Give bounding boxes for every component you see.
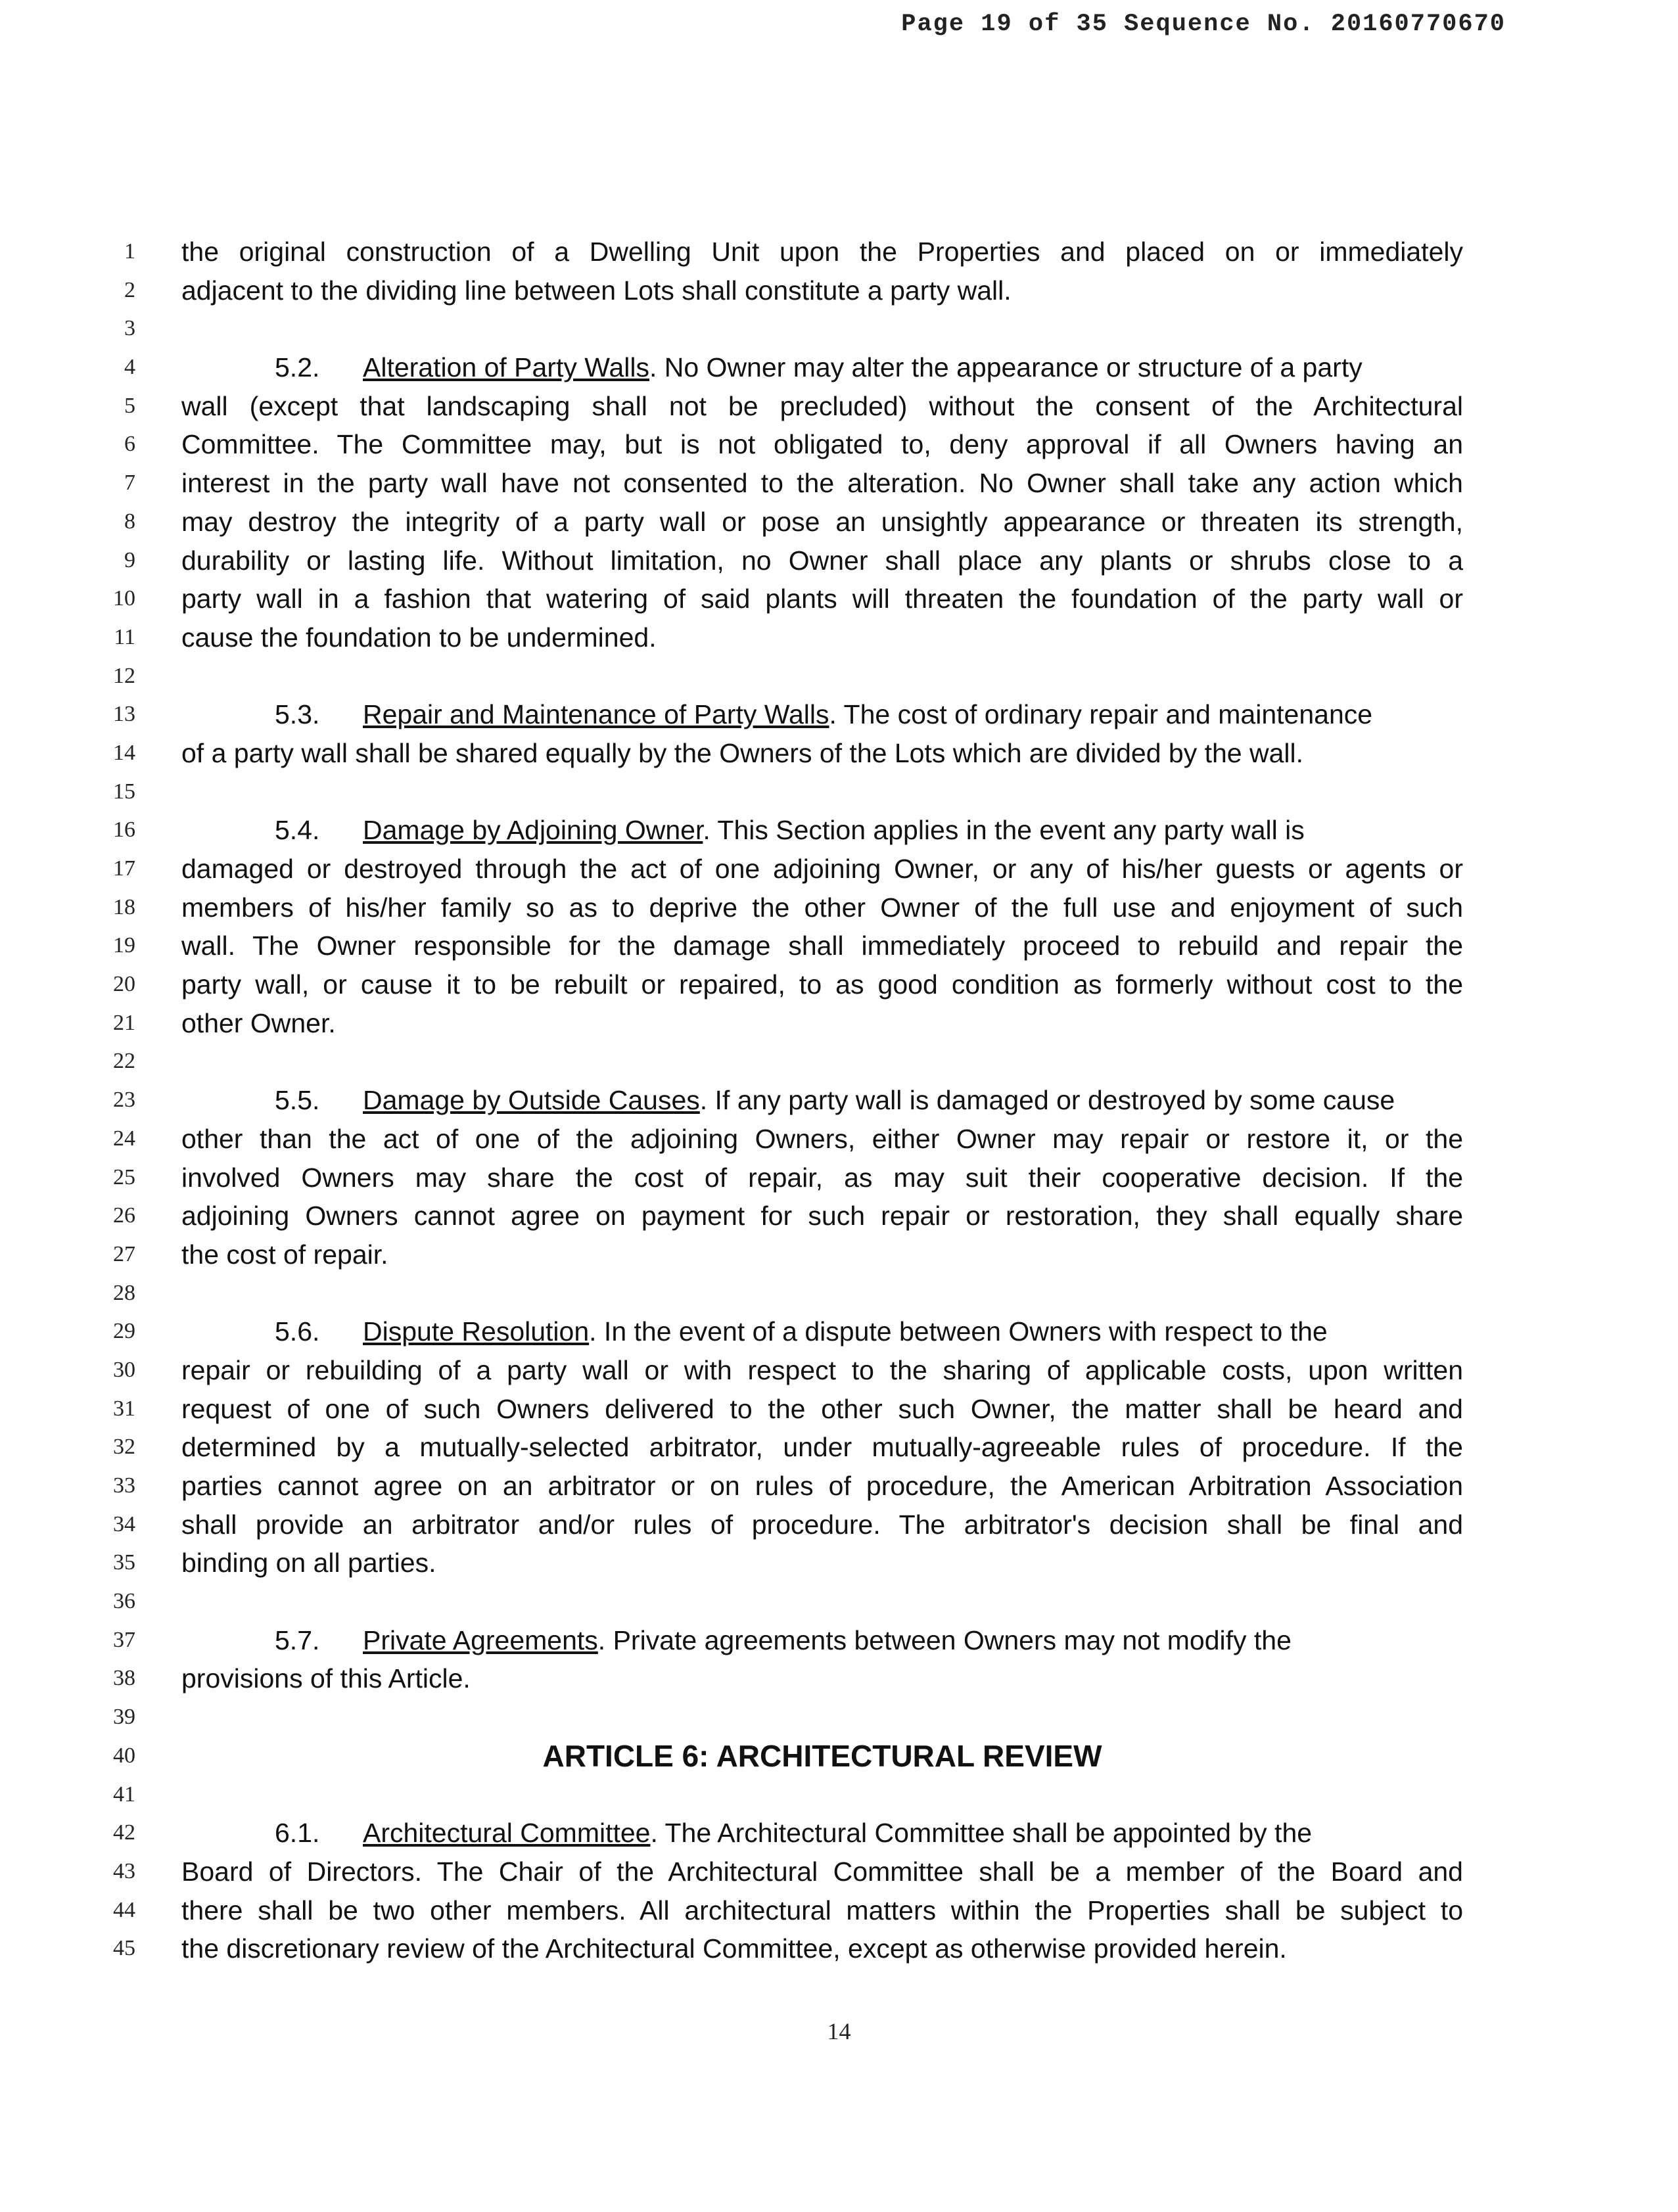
body-line: of a party wall shall be shared equally by the Owners of the Lots which are divided by the wall.: [181, 737, 1303, 768]
line-number: 6: [124, 432, 135, 457]
section-title: Damage by Adjoining Owner: [363, 815, 703, 846]
body-line: durability or lasting life. Without limitation, no Owner shall place any plants or shrubs close to a: [181, 545, 1463, 576]
line-number: 27: [113, 1241, 135, 1266]
section-title: Dispute Resolution: [363, 1316, 590, 1347]
section-first-line: . Private agreements between Owners may not modify the: [597, 1624, 1292, 1655]
line-number: 21: [113, 1010, 135, 1035]
body-line: the cost of repair.: [181, 1239, 388, 1270]
body-line: may destroy the integrity of a party wall or pose an unsightly appearance or threaten its strength,: [181, 506, 1463, 537]
line-number: 4: [124, 355, 135, 380]
blank-line: [181, 1698, 1463, 1737]
body-line: Committee. The Committee may, but is not obligated to, deny approval if all Owners having an: [181, 429, 1463, 460]
section-number: 5.2.: [275, 352, 320, 383]
line-number: 15: [113, 779, 135, 804]
section-number: 5.7.: [275, 1624, 320, 1655]
section-title: Repair and Maintenance of Party Walls: [363, 699, 829, 730]
section-first-line: . The Architectural Committee shall be appointed by the: [650, 1818, 1313, 1849]
section-6-1-heading: [181, 1814, 1463, 1853]
line-number: 14: [113, 740, 135, 765]
line-number: 18: [113, 894, 135, 919]
line-number: 35: [113, 1550, 135, 1575]
line-number: 33: [113, 1473, 135, 1498]
line-number: 8: [124, 509, 135, 534]
blank-line: [181, 310, 1463, 348]
section-title: Architectural Committee: [363, 1818, 651, 1849]
section-number: 5.5.: [275, 1085, 320, 1116]
body-line: binding on all parties.: [181, 1548, 436, 1578]
line-number: 3: [124, 316, 135, 341]
line-number: 29: [113, 1319, 135, 1344]
line-number: 12: [113, 663, 135, 688]
blank-line: [181, 1274, 1463, 1313]
blank-line: [181, 773, 1463, 812]
section-5-3-heading: [181, 695, 1463, 734]
line-number: 32: [113, 1435, 135, 1460]
section-first-line: . The cost of ordinary repair and maintenance: [829, 699, 1373, 730]
line-number: 19: [113, 933, 135, 958]
line-number: 16: [113, 818, 135, 842]
section-title: Damage by Outside Causes: [363, 1085, 700, 1116]
blank-line: [181, 1042, 1463, 1081]
line-number: 25: [113, 1164, 135, 1189]
section-first-line: . In the event of a dispute between Owners with respect to the: [589, 1316, 1328, 1347]
line-number: 1: [124, 239, 135, 264]
section-5-6-heading: [181, 1312, 1463, 1351]
line-number: 9: [124, 547, 135, 572]
body-line: cause the foundation to be undermined.: [181, 622, 657, 653]
section-number: 5.6.: [275, 1316, 320, 1347]
body-line: parties cannot agree on an arbitrator or on rules of procedure, the American Arbitration Association: [181, 1471, 1463, 1501]
body-line: damaged or destroyed through the act of one adjoining Owner, or any of his/her guests or agents or: [181, 854, 1463, 884]
line-number: 39: [113, 1705, 135, 1730]
line-number: 42: [113, 1820, 135, 1845]
body-line: provisions of this Article.: [181, 1663, 471, 1694]
line-number: 23: [113, 1088, 135, 1113]
line-number: 7: [124, 471, 135, 495]
line-number: 31: [113, 1396, 135, 1421]
line-number: 22: [113, 1049, 135, 1074]
article-title: ARTICLE 6: ARCHITECTURAL REVIEW: [542, 1738, 1102, 1773]
section-number: 5.4.: [275, 815, 320, 846]
blank-line: [181, 657, 1463, 696]
section-first-line: . This Section applies in the event any party wall is: [703, 815, 1305, 846]
body-line: other than the act of one of the adjoining Owners, either Owner may repair or restore it, or the: [181, 1123, 1463, 1154]
line-number: 28: [113, 1280, 135, 1305]
body-line: adjoining Owners cannot agree on payment for such repair or restoration, they shall equally share: [181, 1201, 1463, 1232]
line-number: 37: [113, 1627, 135, 1652]
line-number: 26: [113, 1203, 135, 1228]
line-number: 10: [113, 586, 135, 611]
section-first-line: . No Owner may alter the appearance or structure of a party: [649, 352, 1363, 383]
body-line: there shall be two other members. All architectural matters within the Properties shall be subject to: [181, 1895, 1463, 1925]
line-number: 41: [113, 1782, 135, 1807]
section-number: 6.1.: [275, 1818, 320, 1849]
blank-line: [181, 1582, 1463, 1621]
body-line: adjacent to the dividing line between Lots shall constitute a party wall.: [181, 275, 1012, 306]
section-number: 5.3.: [275, 699, 320, 730]
body-line: wall. The Owner responsible for the damage shall immediately proceed to rebuild and repair the: [181, 931, 1463, 961]
body-line: involved Owners may share the cost of repair, as may suit their cooperative decision. If the: [181, 1162, 1463, 1193]
line-number: 13: [113, 702, 135, 727]
line-number: 24: [113, 1126, 135, 1151]
line-number: 43: [113, 1858, 135, 1883]
section-5-5-heading: [181, 1081, 1463, 1120]
line-number: 36: [113, 1589, 135, 1614]
body-line: wall (except that landscaping shall not be precluded) without the consent of the Architectural: [181, 390, 1463, 421]
line-number: 45: [113, 1936, 135, 1961]
document-body: [181, 233, 1463, 1968]
line-number: 2: [124, 277, 135, 302]
section-title: Private Agreements: [363, 1624, 598, 1655]
page-number: 14: [827, 2018, 851, 2044]
blank-line: [181, 1776, 1463, 1814]
section-5-7-heading: [181, 1621, 1463, 1660]
line-number: 40: [113, 1743, 135, 1768]
body-line: party wall, or cause it to be rebuilt or repaired, to as good condition as formerly without cost to the: [181, 969, 1463, 1000]
body-line: Board of Directors. The Chair of the Architectural Committee shall be a member of the Board and: [181, 1856, 1463, 1887]
line-number: 30: [113, 1357, 135, 1382]
page-header: Page 19 of 35 Sequence No. 20160770670: [901, 11, 1506, 38]
line-number: 44: [113, 1897, 135, 1922]
body-line: shall provide an arbitrator and/or rules of procedure. The arbitrator's decision shall be final and: [181, 1509, 1463, 1540]
body-line: repair or rebuilding of a party wall or with respect to the sharing of applicable costs, upon written: [181, 1354, 1463, 1385]
section-first-line: . If any party wall is damaged or destroyed by some cause: [699, 1085, 1395, 1116]
body-line: request of one of such Owners delivered to the other such Owner, the matter shall be heard and: [181, 1393, 1463, 1424]
line-number: 11: [114, 624, 135, 649]
body-line: party wall in a fashion that watering of said plants will threaten the foundation of the party wall or: [181, 584, 1463, 614]
section-5-2-heading: [181, 348, 1463, 387]
line-number: 34: [113, 1511, 135, 1536]
body-line: the discretionary review of the Architectural Committee, except as otherwise provided herein.: [181, 1933, 1287, 1964]
section-5-4-heading: [181, 811, 1463, 850]
body-line: the original construction of a Dwelling Unit upon the Properties and placed on or immediately: [181, 237, 1463, 267]
line-number: 5: [124, 393, 135, 418]
body-line: other Owner.: [181, 1007, 336, 1038]
body-line: members of his/her family so as to deprive the other Owner of the full use and enjoyment of such: [181, 892, 1463, 923]
line-number-column: [99, 233, 135, 1968]
line-number: 17: [113, 856, 135, 881]
line-number: 20: [113, 972, 135, 997]
body-line: determined by a mutually-selected arbitrator, under mutually-agreeable rules of procedure. If the: [181, 1432, 1463, 1463]
section-title: Alteration of Party Walls: [363, 352, 649, 383]
line-number: 38: [113, 1666, 135, 1691]
body-line: interest in the party wall have not consented to the alteration. No Owner shall take any action which: [181, 468, 1463, 499]
